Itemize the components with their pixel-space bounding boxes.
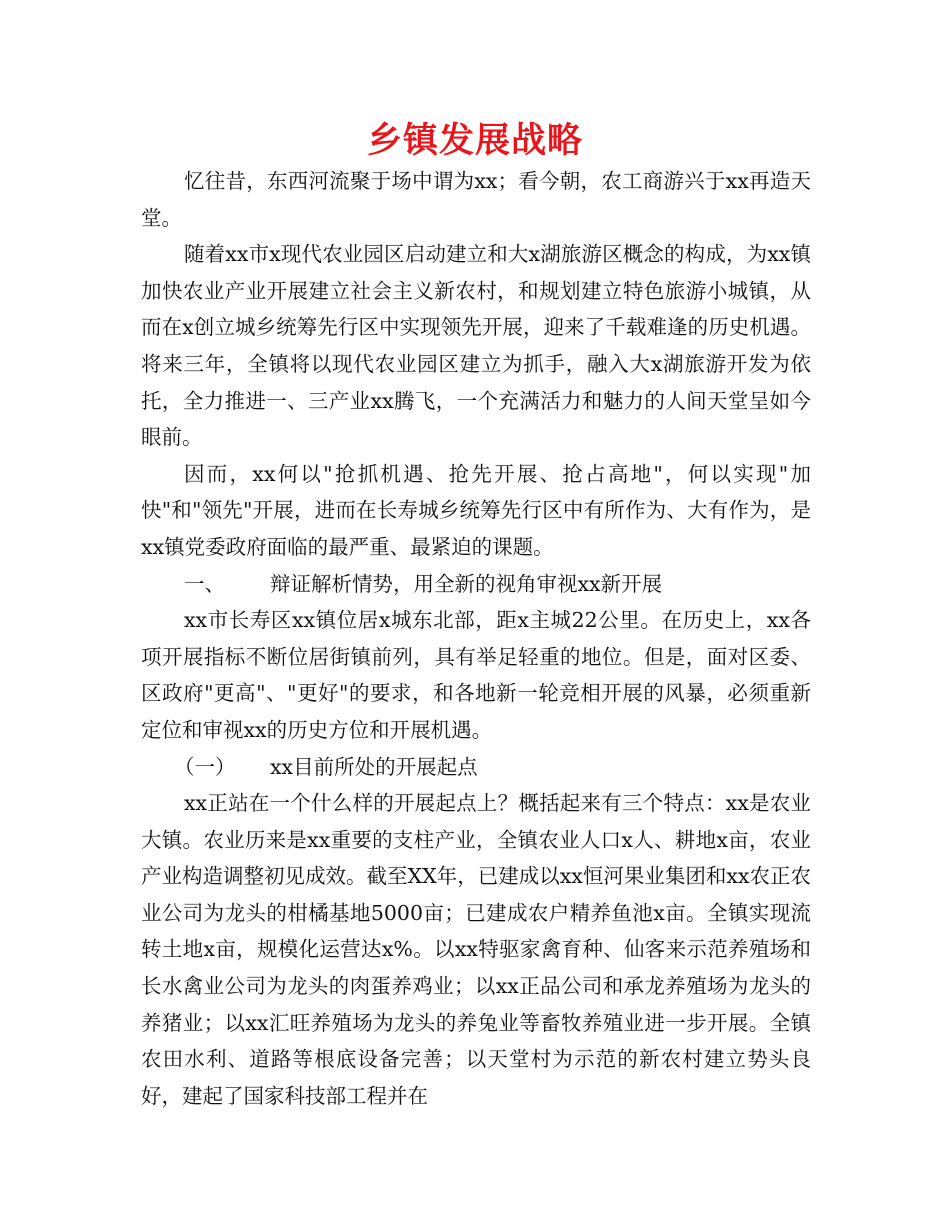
section-heading-2-number: （一） (174, 754, 236, 779)
section-heading-2 (141, 749, 811, 786)
section-heading-2-text: xx目前所处的开展起点 (270, 754, 478, 779)
section-heading-1 (141, 566, 811, 603)
paragraph-3: 因而，xx何以"抢抓机遇、抢先开展、抢占高地"，何以实现"加快"和"领先"开展，进而在长寿城乡统筹先行区中有所作为、大有作为，是xx镇党委政府面临的最严重、最紧迫的课题。 (141, 461, 811, 559)
document-title: 乡镇发展战略 (366, 121, 583, 161)
paragraph-2: 随着xx市x现代农业园区启动建立和大x湖旅游区概念的构成，为xx镇加快农业产业开展建立社会主义新农村，和规划建立特色旅游小城镇，从而在x创立城乡统筹先行区中实现领先开展，迎来了千载难逢的历史机遇。将来三年，全镇将以现代农业园区建立为抓手，融入大x湖旅游开发为依托，全力推进一、三产业xx腾飞，一个充满活力和魅力的人间天堂呈如今眼前。 (141, 242, 811, 450)
document-body (141, 163, 811, 1114)
paragraph-5: xx正站在一个什么样的开展起点上？概括起来有三个特点：xx是农业大镇。农业历来是xx重要的支柱产业，全镇农业人口x人、耕地x亩，农业产业构造调整初见成效。截至XX年，已建成以xx恒河果业集团和xx农正农业公司为龙头的柑橘基地5000亩；已建成农户精养鱼池x亩。全镇实现流转土地x亩，规模化运营达x%。以xx特驱家禽育种、仙客来示范养殖场和长水禽业公司为龙头的肉蛋养鸡业；以xx正品公司和承龙养殖场为龙头的养猪业；以xx汇旺养殖场为龙头的养兔业等畜牧养殖业进一步开展。全镇农田水利、道路等根底设备完善；以天堂村为示范的新农村建立势头良好，建起了国家科技部工程并在 (141, 791, 811, 1108)
paragraph-1: 忆往昔，东西河流聚于场中谓为xx；看今朝，农工商游兴于xx再造天堂。 (141, 169, 811, 230)
section-heading-1-number: 一、 (184, 571, 225, 596)
paragraph-4: xx市长寿区xx镇位居x城东北部，距x主城22公里。在历史上，xx各项开展指标不断位居街镇前列，具有举足轻重的地位。但是，面对区委、区政府"更高"、"更好"的要求，和各地新一轮竞相开展的风暴，必须重新定位和审视xx的历史方位和开展机遇。 (141, 608, 811, 742)
section-heading-1-text: 辩证解析情势，用全新的视角审视xx新开展 (270, 571, 663, 596)
